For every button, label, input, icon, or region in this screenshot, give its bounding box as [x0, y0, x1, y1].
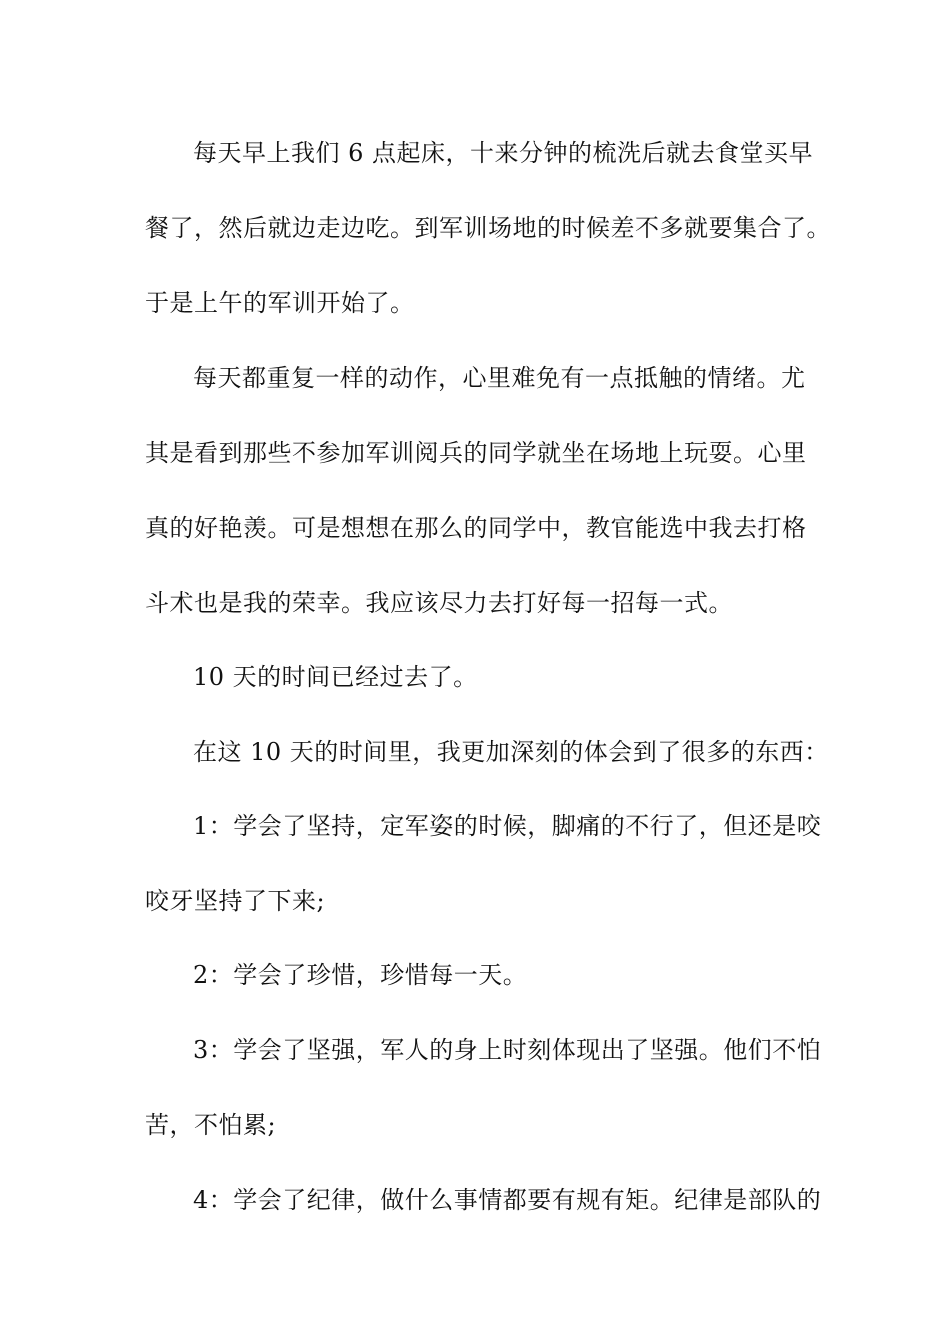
paragraph-line: 其是看到那些不参加军训阅兵的同学就坐在场地上玩耍。心里	[145, 439, 807, 467]
list-item-line: 咬牙坚持了下来;	[145, 887, 326, 915]
list-item-line: 2：学会了珍惜，珍惜每一天。	[193, 961, 528, 989]
list-item-line: 苦，不怕累;	[145, 1111, 277, 1139]
paragraph-line: 斗术也是我的荣幸。我应该尽力去打好每一招每一式。	[145, 589, 733, 617]
list-item-line: 4：学会了纪律，做什么事情都要有规有矩。纪律是部队的	[193, 1186, 822, 1214]
paragraph-line: 餐了，然后就边走边吃。到军训场地的时候差不多就要集合了。	[145, 214, 831, 242]
paragraph-line: 真的好艳羡。可是想想在那么的同学中，教官能选中我去打格	[145, 514, 807, 542]
list-item-line: 3：学会了坚强，军人的身上时刻体现出了坚强。他们不怕	[193, 1036, 822, 1064]
paragraph-line: 每天都重复一样的动作，心里难免有一点抵触的情绪。尤	[193, 364, 806, 392]
paragraph-line: 每天早上我们 6 点起床，十来分钟的梳洗后就去食堂买早	[193, 139, 814, 167]
paragraph-line: 10 天的时间已经过去了。	[193, 663, 478, 691]
list-item-line: 1：学会了坚持，定军姿的时候，脚痛的不行了，但还是咬	[193, 812, 822, 840]
paragraph-line: 在这 10 天的时间里，我更加深刻的体会到了很多的东西：	[193, 738, 829, 766]
paragraph-line: 于是上午的军训开始了。	[145, 289, 415, 317]
